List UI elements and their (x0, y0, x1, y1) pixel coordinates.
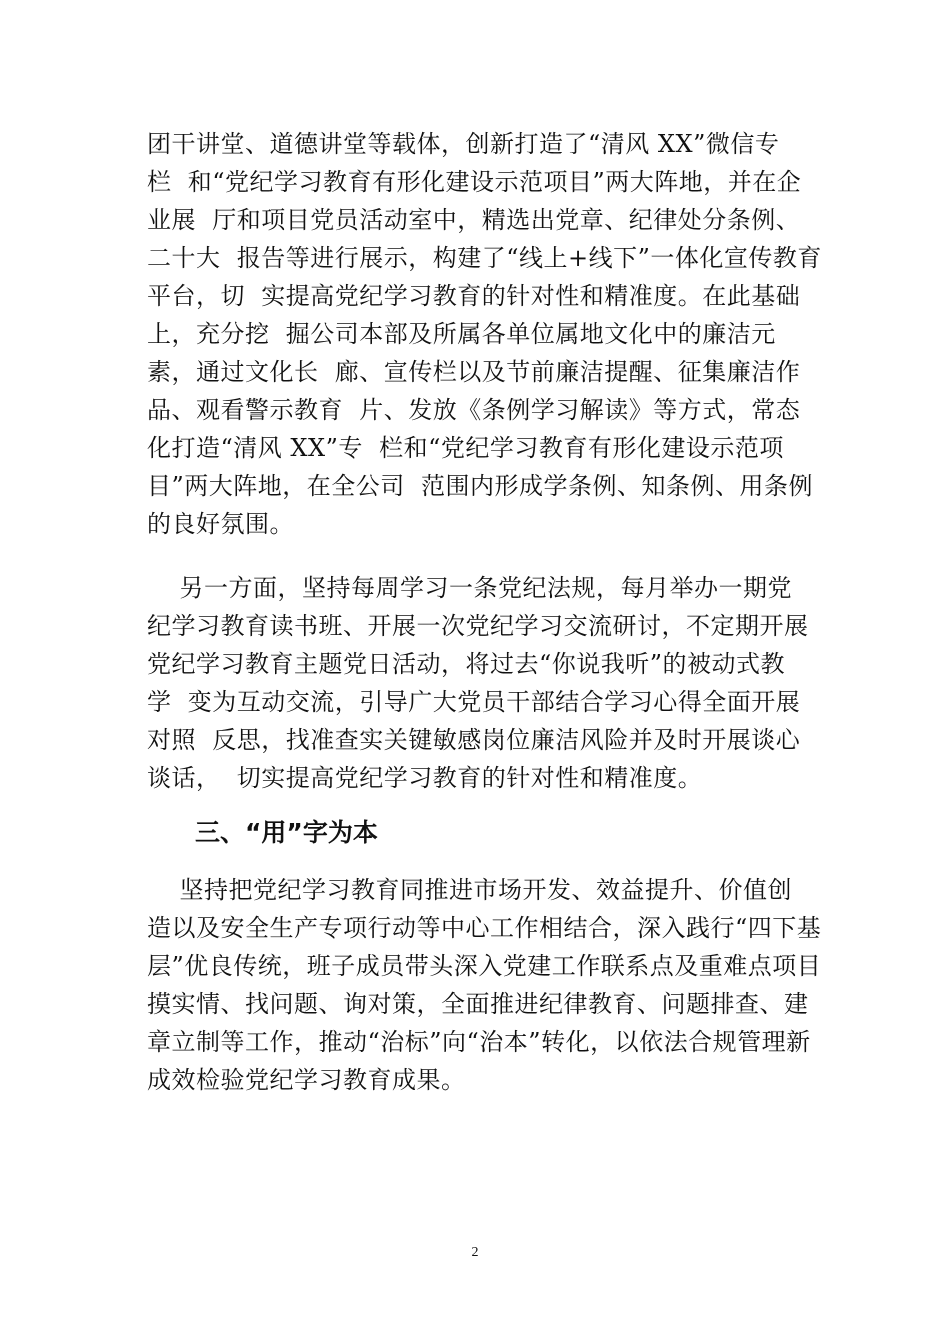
text-line: 素，通过文化长 廊、宣传栏以及节前廉洁提醒、征集廉洁作 (147, 358, 801, 386)
text-line: 坚持把党纪学习教育同推进市场开发、效益提升、价值创 (147, 876, 793, 904)
text-line: 层”优良传统，班子成员带头深入党建工作联系点及重难点项目 (147, 952, 822, 980)
text-line: 另一方面，坚持每周学习一条党纪法规，每月举办一期党 (147, 574, 793, 602)
text-line: 学 变为互动交流，引导广大党员干部结合学习心得全面开展 (147, 688, 801, 716)
text-line: 化打造“清风 XX”专 栏和“党纪学习教育有形化建设示范项 (147, 434, 784, 462)
text-line: 党纪学习教育主题党日活动，将过去“你说我听”的被动式教 (147, 650, 786, 678)
text-line: 谈话， 切实提高党纪学习教育的针对性和精准度。 (147, 764, 703, 792)
page-number: 2 (471, 1245, 479, 1260)
text-line: 章立制等工作，推动“治标”向“治本”转化，以依法合规管理新 (147, 1028, 811, 1056)
text-line: 平台，切 实提高党纪学习教育的针对性和精准度。在此基础 (147, 282, 801, 310)
text-line: 的良好氛围。 (147, 510, 294, 538)
text-line: 纪学习教育读书班、开展一次党纪学习交流研讨，不定期开展 (147, 612, 809, 640)
text-line: 业展 厅和项目党员活动室中，精选出党章、纪律处分条例、 (147, 206, 801, 234)
text-line: 品、观看警示教育 片、发放《条例学习解读》等方式，常态 (147, 396, 801, 424)
text-line: 造以及安全生产专项行动等中心工作相结合，深入践行“四下基 (147, 914, 822, 942)
section-heading: 三、“用”字为本 (195, 818, 378, 847)
text-line: 成效检验党纪学习教育成果。 (147, 1066, 466, 1094)
text-line: 目”两大阵地，在全公司 范围内形成学条例、知条例、用条例 (147, 472, 814, 500)
text-line: 摸实情、找问题、询对策，全面推进纪律教育、问题排查、建 (147, 990, 809, 1018)
text-line: 栏 和“党纪学习教育有形化建设示范项目”两大阵地，并在企 (147, 168, 802, 196)
text-line: 对照 反思，找准查实关键敏感岗位廉洁风险并及时开展谈心 (147, 726, 801, 754)
text-line: 上，充分挖 掘公司本部及所属各单位属地文化中的廉洁元 (147, 320, 776, 348)
text-line: 二十大 报告等进行展示，构建了“线上+线下”一体化宣传教育 (147, 244, 822, 272)
text-line: 团干讲堂、道德讲堂等载体，创新打造了“清风 XX”微信专 (147, 130, 780, 158)
